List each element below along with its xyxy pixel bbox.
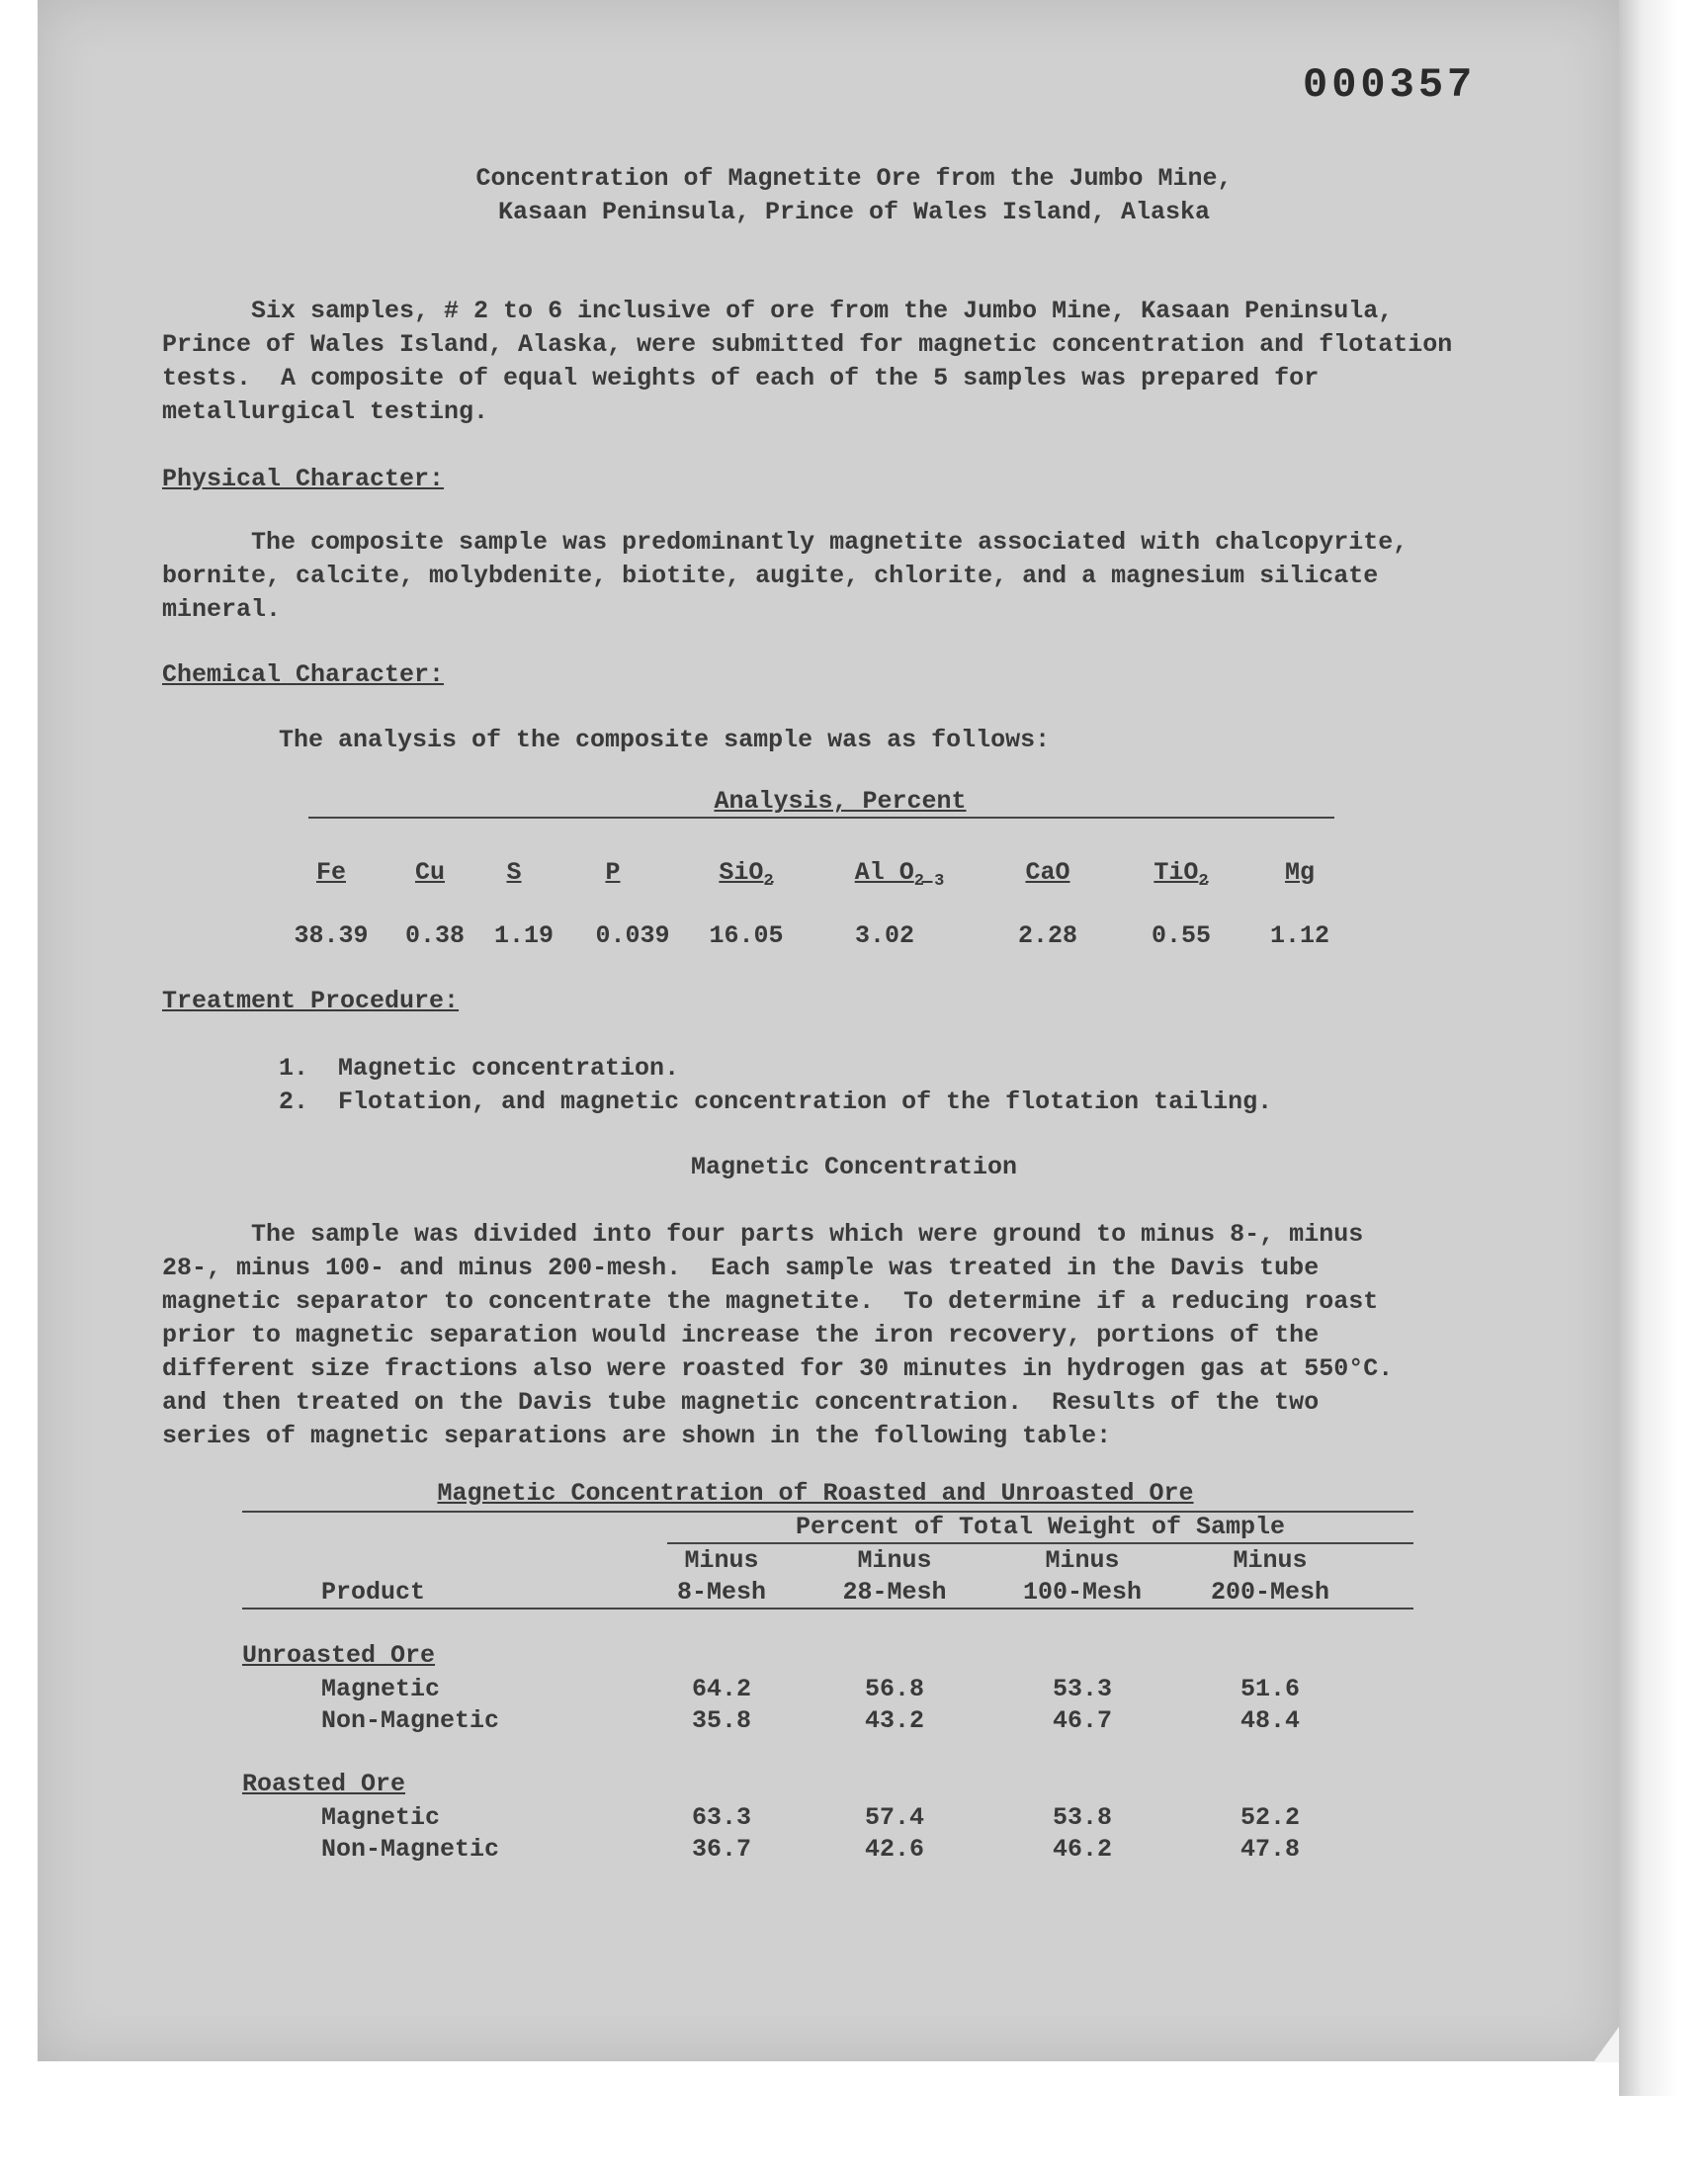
table-cell: 56.8 [864, 1675, 924, 1703]
analysis-col-header: Al $O_{2 3}$ [854, 858, 945, 891]
intro-line: Six samples, # 2 to 6 inclusive of ore from the Jumbo Mine, Kasaan Peninsula, [162, 297, 1394, 325]
group-label-unroasted: Unroasted Ore [242, 1641, 436, 1670]
treatment-step: 2. Flotation, and magnetic concentration of the flotation tailing. [279, 1088, 1273, 1116]
analysis-value: 16.05 [709, 921, 784, 950]
magnetic-line: magnetic separator to concentrate the magnetite. To determine if a reducing roast [162, 1287, 1379, 1316]
treatment-step: 1. Magnetic concentration. [279, 1054, 680, 1083]
row-label: Magnetic [321, 1803, 441, 1832]
mag-col-header-top: Minus [684, 1546, 759, 1575]
magnetic-line: 28-, minus 100- and minus 200-mesh. Each sample was treated in the Davis tube [162, 1254, 1320, 1282]
physical-line: bornite, calcite, molybdenite, biotite, augite, chlorite, and a magnesium silicate [162, 562, 1379, 590]
magnetic-line: different size fractions also were roasted for 30 minutes in hydrogen gas at 550°C. [162, 1354, 1394, 1383]
mag-col-header-bottom: 100-Mesh [1022, 1578, 1143, 1607]
analysis-value: 3.02 [854, 921, 914, 950]
analysis-col-header: CaO [1025, 858, 1070, 887]
product-column-header: Product [321, 1578, 426, 1607]
row-label: Non-Magnetic [321, 1835, 500, 1864]
analysis-col-header: P [605, 858, 621, 887]
analysis-intro: The analysis of the composite sample was as follows: [279, 726, 1051, 754]
intro-line: Prince of Wales Island, Alaska, were submitted for magnetic concentration and flotation [162, 330, 1453, 359]
group-label-roasted: Roasted Ore [242, 1770, 406, 1798]
title-line-1: Concentration of Magnetite Ore from the Jumbo Mine, [475, 164, 1233, 193]
page-edge [1619, 0, 1678, 2096]
table-cell: 46.7 [1052, 1706, 1112, 1735]
table-cell: 48.4 [1239, 1706, 1300, 1735]
mag-col-header-top: Minus [857, 1546, 932, 1575]
analysis-col-header: SiO$_2$ [719, 858, 774, 891]
mag-col-header-bottom: 8-Mesh [676, 1578, 766, 1607]
mag-table-header-rule [242, 1608, 1413, 1610]
table-cell: 42.6 [864, 1835, 924, 1864]
mag-col-header-top: Minus [1233, 1546, 1308, 1575]
intro-line: metallurgical testing. [162, 397, 489, 426]
table-cell: 36.7 [691, 1835, 751, 1864]
document-number: 000357 [1303, 61, 1477, 109]
analysis-value: 1.12 [1269, 921, 1329, 950]
table-cell: 52.2 [1239, 1803, 1300, 1832]
analysis-col-header: Mg [1284, 858, 1315, 887]
physical-character-heading: Physical Character: [162, 465, 445, 493]
analysis-value: 1.19 [493, 921, 554, 950]
page-corner-curl [1593, 2027, 1619, 2062]
table-cell: 53.8 [1052, 1803, 1112, 1832]
magnetic-line: prior to magnetic separation would increase the iron recovery, portions of the [162, 1321, 1320, 1349]
mag-col-header-top: Minus [1045, 1546, 1120, 1575]
magnetic-line: The sample was divided into four parts which were ground to minus 8-, minus [162, 1220, 1364, 1249]
table-cell: 57.4 [864, 1803, 924, 1832]
analysis-col-header: Cu [414, 858, 445, 887]
analysis-table-title: Analysis, Percent [714, 787, 967, 816]
analysis-value: 2.28 [1017, 921, 1077, 950]
magnetic-line: series of magnetic separations are shown in the following table: [162, 1422, 1112, 1450]
table-cell: 43.2 [864, 1706, 924, 1735]
analysis-value: 38.39 [294, 921, 369, 950]
row-label: Magnetic [321, 1675, 441, 1703]
analysis-col-header: S [506, 858, 522, 887]
mag-table-subtitle-rule [667, 1542, 1413, 1544]
mag-table-subtitle: Percent of Total Weight of Sample [795, 1513, 1286, 1541]
table-cell: 35.8 [691, 1706, 751, 1735]
mag-col-header-bottom: 200-Mesh [1210, 1578, 1330, 1607]
analysis-col-header: TiO$_2$ [1153, 858, 1209, 891]
table-cell: 63.3 [691, 1803, 751, 1832]
magnetic-concentration-heading: Magnetic Concentration [690, 1153, 1018, 1181]
title-line-2: Kasaan Peninsula, Prince of Wales Island, Alaska [497, 198, 1211, 226]
chemical-character-heading: Chemical Character: [162, 660, 445, 689]
analysis-value: 0.38 [404, 921, 465, 950]
mag-table-title: Magnetic Concentration of Roasted and Unroasted Ore [437, 1479, 1194, 1508]
table-cell: 51.6 [1239, 1675, 1300, 1703]
treatment-procedure-heading: Treatment Procedure: [162, 987, 460, 1015]
mag-col-header-bottom: 28-Mesh [842, 1578, 947, 1607]
magnetic-line: and then treated on the Davis tube magnetic concentration. Results of the two [162, 1388, 1320, 1417]
table-cell: 46.2 [1052, 1835, 1112, 1864]
table-cell: 47.8 [1239, 1835, 1300, 1864]
analysis-value: 0.039 [595, 921, 670, 950]
row-label: Non-Magnetic [321, 1706, 500, 1735]
table-cell: 64.2 [691, 1675, 751, 1703]
analysis-col-header: Fe [315, 858, 346, 887]
analysis-table-rule [308, 817, 1334, 819]
intro-line: tests. A composite of equal weights of each of the 5 samples was prepared for [162, 364, 1320, 392]
physical-line: The composite sample was predominantly magnetite associated with chalcopyrite, [162, 528, 1409, 557]
physical-line: mineral. [162, 595, 282, 624]
table-cell: 53.3 [1052, 1675, 1112, 1703]
analysis-value: 0.55 [1151, 921, 1211, 950]
